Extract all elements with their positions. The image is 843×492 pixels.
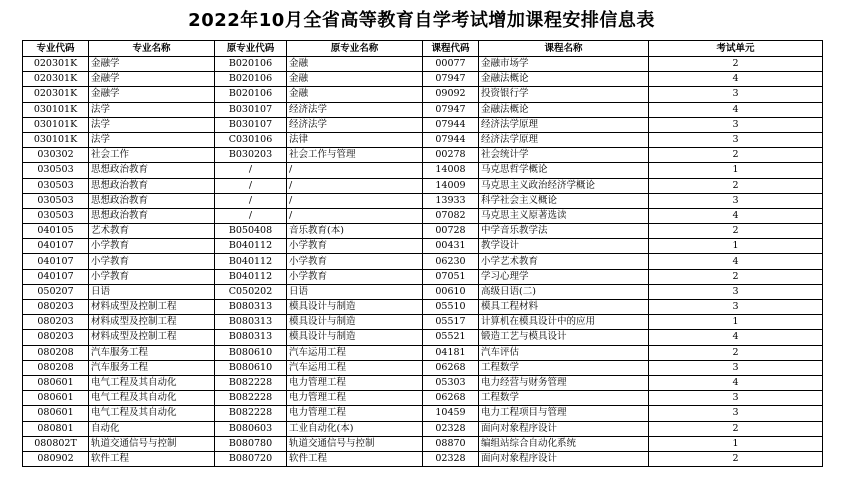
cell-exam-unit: 4 xyxy=(649,254,823,269)
cell-old-major-name: 日语 xyxy=(287,284,423,299)
cell-course-code: 06230 xyxy=(423,254,479,269)
cell-exam-unit: 1 xyxy=(649,163,823,178)
cell-old-major-code: / xyxy=(215,193,287,208)
cell-old-major-name: 电力管理工程 xyxy=(287,375,423,390)
cell-course-code: 05303 xyxy=(423,375,479,390)
cell-major-name: 材料成型及控制工程 xyxy=(89,300,215,315)
cell-old-major-name: / xyxy=(287,208,423,223)
cell-old-major-code: B020106 xyxy=(215,87,287,102)
cell-old-major-name: 模具设计与制造 xyxy=(287,330,423,345)
cell-exam-unit: 4 xyxy=(649,330,823,345)
cell-exam-unit: 3 xyxy=(649,406,823,421)
cell-major-name: 艺术教育 xyxy=(89,224,215,239)
cell-course-name: 金融市场学 xyxy=(479,57,649,72)
table-row xyxy=(23,254,823,269)
table-header-row xyxy=(23,41,823,57)
course-table xyxy=(22,40,823,467)
header-old-major-name: 原专业名称 xyxy=(287,41,423,57)
cell-major-name: 思想政治教育 xyxy=(89,193,215,208)
cell-major-name: 轨道交通信号与控制 xyxy=(89,436,215,451)
table-row xyxy=(23,360,823,375)
cell-course-name: 金融法概论 xyxy=(479,102,649,117)
cell-major-code: 080601 xyxy=(23,391,89,406)
cell-old-major-name: 模具设计与制造 xyxy=(287,300,423,315)
table-row xyxy=(23,163,823,178)
cell-exam-unit: 2 xyxy=(649,148,823,163)
header-old-major-code: 原专业代码 xyxy=(215,41,287,57)
cell-major-code: 080208 xyxy=(23,345,89,360)
cell-course-name: 学习心理学 xyxy=(479,269,649,284)
cell-major-code: 020301K xyxy=(23,72,89,87)
cell-old-major-name: 社会工作与管理 xyxy=(287,148,423,163)
cell-old-major-code: B080313 xyxy=(215,330,287,345)
cell-major-code: 080203 xyxy=(23,330,89,345)
cell-major-code: 030503 xyxy=(23,163,89,178)
cell-old-major-name: 音乐教育(本) xyxy=(287,224,423,239)
cell-exam-unit: 3 xyxy=(649,193,823,208)
cell-major-name: 软件工程 xyxy=(89,451,215,466)
cell-course-name: 模具工程材料 xyxy=(479,300,649,315)
cell-major-code: 050207 xyxy=(23,284,89,299)
cell-major-code: 040107 xyxy=(23,269,89,284)
cell-major-code: 020301K xyxy=(23,57,89,72)
cell-major-code: 030101K xyxy=(23,132,89,147)
cell-old-major-code: B030107 xyxy=(215,117,287,132)
table-row xyxy=(23,315,823,330)
cell-major-name: 小学教育 xyxy=(89,254,215,269)
cell-exam-unit: 3 xyxy=(649,132,823,147)
cell-exam-unit: 2 xyxy=(649,57,823,72)
cell-exam-unit: 4 xyxy=(649,72,823,87)
cell-major-name: 思想政治教育 xyxy=(89,163,215,178)
cell-old-major-name: 电力管理工程 xyxy=(287,391,423,406)
cell-old-major-code: B080610 xyxy=(215,360,287,375)
cell-old-major-code: B030203 xyxy=(215,148,287,163)
cell-course-code: 05521 xyxy=(423,330,479,345)
table-row xyxy=(23,208,823,223)
cell-major-name: 法学 xyxy=(89,132,215,147)
cell-major-name: 日语 xyxy=(89,284,215,299)
cell-course-code: 08870 xyxy=(423,436,479,451)
table-row xyxy=(23,224,823,239)
cell-course-name: 面向对象程序设计 xyxy=(479,421,649,436)
cell-major-code: 080203 xyxy=(23,300,89,315)
page-title: 2022年10月全省高等教育自学考试增加课程安排信息表 xyxy=(188,10,655,31)
cell-major-name: 思想政治教育 xyxy=(89,208,215,223)
cell-old-major-code: B080313 xyxy=(215,315,287,330)
cell-old-major-code: B040112 xyxy=(215,254,287,269)
cell-old-major-code: B050408 xyxy=(215,224,287,239)
cell-major-code: 040105 xyxy=(23,224,89,239)
cell-course-name: 电力经营与财务管理 xyxy=(479,375,649,390)
table-row xyxy=(23,148,823,163)
cell-major-code: 020301K xyxy=(23,87,89,102)
table-row xyxy=(23,193,823,208)
cell-course-code: 05517 xyxy=(423,315,479,330)
cell-major-name: 汽车服务工程 xyxy=(89,360,215,375)
cell-course-name: 工程数学 xyxy=(479,360,649,375)
cell-course-code: 06268 xyxy=(423,360,479,375)
cell-major-code: 030101K xyxy=(23,117,89,132)
cell-old-major-name: / xyxy=(287,178,423,193)
cell-exam-unit: 2 xyxy=(649,224,823,239)
cell-exam-unit: 3 xyxy=(649,284,823,299)
table-row xyxy=(23,239,823,254)
table-row xyxy=(23,269,823,284)
cell-exam-unit: 4 xyxy=(649,375,823,390)
cell-old-major-name: 经济法学 xyxy=(287,102,423,117)
cell-old-major-code: B030107 xyxy=(215,102,287,117)
cell-course-name: 金融法概论 xyxy=(479,72,649,87)
table-row xyxy=(23,284,823,299)
cell-course-name: 面向对象程序设计 xyxy=(479,451,649,466)
cell-major-name: 法学 xyxy=(89,117,215,132)
cell-exam-unit: 2 xyxy=(649,421,823,436)
cell-old-major-name: 软件工程 xyxy=(287,451,423,466)
cell-exam-unit: 2 xyxy=(649,178,823,193)
cell-exam-unit: 1 xyxy=(649,436,823,451)
cell-old-major-code: B080720 xyxy=(215,451,287,466)
table-row xyxy=(23,406,823,421)
cell-major-name: 电气工程及其自动化 xyxy=(89,375,215,390)
cell-course-code: 02328 xyxy=(423,421,479,436)
cell-major-name: 思想政治教育 xyxy=(89,178,215,193)
cell-course-code: 09092 xyxy=(423,87,479,102)
cell-course-name: 教学设计 xyxy=(479,239,649,254)
cell-exam-unit: 1 xyxy=(649,239,823,254)
cell-major-name: 小学教育 xyxy=(89,269,215,284)
header-major-name: 专业名称 xyxy=(89,41,215,57)
header-major-code: 专业代码 xyxy=(23,41,89,57)
cell-major-code: 030503 xyxy=(23,208,89,223)
table-body xyxy=(23,57,823,467)
cell-course-name: 锻造工艺与模具设计 xyxy=(479,330,649,345)
cell-old-major-name: 电力管理工程 xyxy=(287,406,423,421)
cell-old-major-code: B082228 xyxy=(215,406,287,421)
table-row xyxy=(23,345,823,360)
cell-major-code: 080802T xyxy=(23,436,89,451)
cell-old-major-code: B020106 xyxy=(215,57,287,72)
cell-course-code: 00610 xyxy=(423,284,479,299)
cell-course-code: 10459 xyxy=(423,406,479,421)
cell-old-major-name: 经济法学 xyxy=(287,117,423,132)
cell-course-name: 投资银行学 xyxy=(479,87,649,102)
cell-old-major-name: 金融 xyxy=(287,57,423,72)
cell-old-major-name: 小学教育 xyxy=(287,269,423,284)
cell-major-name: 金融学 xyxy=(89,87,215,102)
cell-old-major-code: B080313 xyxy=(215,300,287,315)
cell-course-code: 14009 xyxy=(423,178,479,193)
cell-exam-unit: 4 xyxy=(649,208,823,223)
cell-old-major-code: B040112 xyxy=(215,269,287,284)
cell-exam-unit: 3 xyxy=(649,300,823,315)
cell-course-code: 05510 xyxy=(423,300,479,315)
cell-old-major-name: 法律 xyxy=(287,132,423,147)
cell-major-code: 080601 xyxy=(23,375,89,390)
cell-course-code: 06268 xyxy=(423,391,479,406)
cell-old-major-name: 小学教育 xyxy=(287,254,423,269)
cell-course-code: 04181 xyxy=(423,345,479,360)
cell-major-code: 080902 xyxy=(23,451,89,466)
cell-course-name: 马克思主义原著选读 xyxy=(479,208,649,223)
header-course-code: 课程代码 xyxy=(423,41,479,57)
cell-major-code: 030503 xyxy=(23,193,89,208)
cell-exam-unit: 3 xyxy=(649,391,823,406)
table-row xyxy=(23,330,823,345)
cell-old-major-code: / xyxy=(215,163,287,178)
cell-course-code: 07947 xyxy=(423,72,479,87)
cell-course-name: 汽车评估 xyxy=(479,345,649,360)
cell-major-code: 080203 xyxy=(23,315,89,330)
table-row xyxy=(23,391,823,406)
table-row xyxy=(23,102,823,117)
table-row xyxy=(23,421,823,436)
cell-old-major-name: / xyxy=(287,193,423,208)
cell-major-code: 040107 xyxy=(23,254,89,269)
cell-old-major-name: 汽车运用工程 xyxy=(287,345,423,360)
cell-old-major-name: 模具设计与制造 xyxy=(287,315,423,330)
cell-major-code: 040107 xyxy=(23,239,89,254)
cell-major-code: 080208 xyxy=(23,360,89,375)
cell-major-code: 080801 xyxy=(23,421,89,436)
table-row xyxy=(23,72,823,87)
cell-major-code: 080601 xyxy=(23,406,89,421)
cell-major-name: 电气工程及其自动化 xyxy=(89,391,215,406)
cell-major-name: 金融学 xyxy=(89,72,215,87)
cell-exam-unit: 4 xyxy=(649,102,823,117)
cell-exam-unit: 1 xyxy=(649,315,823,330)
cell-major-name: 法学 xyxy=(89,102,215,117)
cell-course-name: 中学音乐教学法 xyxy=(479,224,649,239)
cell-old-major-code: / xyxy=(215,178,287,193)
cell-major-code: 030302 xyxy=(23,148,89,163)
cell-old-major-name: 汽车运用工程 xyxy=(287,360,423,375)
cell-old-major-code: B040112 xyxy=(215,239,287,254)
cell-course-code: 13933 xyxy=(423,193,479,208)
header-exam-unit: 考试单元 xyxy=(649,41,823,57)
cell-old-major-name: / xyxy=(287,163,423,178)
cell-course-name: 小学艺术教育 xyxy=(479,254,649,269)
table-row xyxy=(23,178,823,193)
table-row xyxy=(23,57,823,72)
cell-major-code: 030503 xyxy=(23,178,89,193)
cell-course-code: 07944 xyxy=(423,117,479,132)
cell-exam-unit: 3 xyxy=(649,87,823,102)
cell-course-name: 工程数学 xyxy=(479,391,649,406)
cell-course-name: 社会统计学 xyxy=(479,148,649,163)
cell-course-name: 马克思哲学概论 xyxy=(479,163,649,178)
table-row xyxy=(23,451,823,466)
cell-major-name: 材料成型及控制工程 xyxy=(89,315,215,330)
cell-course-name: 科学社会主义概论 xyxy=(479,193,649,208)
cell-old-major-code: C050202 xyxy=(215,284,287,299)
cell-exam-unit: 2 xyxy=(649,345,823,360)
cell-major-name: 汽车服务工程 xyxy=(89,345,215,360)
cell-course-name: 经济法学原理 xyxy=(479,117,649,132)
cell-course-code: 07944 xyxy=(423,132,479,147)
cell-old-major-name: 小学教育 xyxy=(287,239,423,254)
cell-old-major-code: / xyxy=(215,208,287,223)
cell-old-major-code: B080780 xyxy=(215,436,287,451)
cell-old-major-code: B080610 xyxy=(215,345,287,360)
cell-course-code: 14008 xyxy=(423,163,479,178)
cell-course-name: 编组站综合自动化系统 xyxy=(479,436,649,451)
cell-course-name: 马克思主义政治经济学概论 xyxy=(479,178,649,193)
cell-major-name: 材料成型及控制工程 xyxy=(89,330,215,345)
cell-old-major-code: B020106 xyxy=(215,72,287,87)
table-row xyxy=(23,375,823,390)
header-course-name: 课程名称 xyxy=(479,41,649,57)
cell-course-code: 00728 xyxy=(423,224,479,239)
cell-major-name: 金融学 xyxy=(89,57,215,72)
cell-course-code: 07947 xyxy=(423,102,479,117)
cell-major-name: 电气工程及其自动化 xyxy=(89,406,215,421)
cell-major-name: 小学教育 xyxy=(89,239,215,254)
cell-old-major-code: B080603 xyxy=(215,421,287,436)
cell-major-name: 社会工作 xyxy=(89,148,215,163)
cell-major-name: 自动化 xyxy=(89,421,215,436)
cell-course-code: 00278 xyxy=(423,148,479,163)
table-row xyxy=(23,436,823,451)
cell-old-major-name: 工业自动化(本) xyxy=(287,421,423,436)
table-row xyxy=(23,132,823,147)
cell-course-name: 高级日语(二) xyxy=(479,284,649,299)
cell-old-major-name: 金融 xyxy=(287,87,423,102)
cell-course-code: 00077 xyxy=(423,57,479,72)
cell-exam-unit: 2 xyxy=(649,451,823,466)
cell-course-name: 计算机在模具设计中的应用 xyxy=(479,315,649,330)
cell-old-major-name: 轨道交通信号与控制 xyxy=(287,436,423,451)
cell-major-code: 030101K xyxy=(23,102,89,117)
cell-old-major-name: 金融 xyxy=(287,72,423,87)
cell-course-code: 07082 xyxy=(423,208,479,223)
cell-exam-unit: 2 xyxy=(649,269,823,284)
cell-old-major-code: B082228 xyxy=(215,375,287,390)
cell-old-major-code: B082228 xyxy=(215,391,287,406)
table-row xyxy=(23,300,823,315)
cell-course-code: 07051 xyxy=(423,269,479,284)
cell-exam-unit: 3 xyxy=(649,117,823,132)
cell-course-code: 02328 xyxy=(423,451,479,466)
table-row xyxy=(23,117,823,132)
table-row xyxy=(23,87,823,102)
cell-exam-unit: 3 xyxy=(649,360,823,375)
cell-course-name: 电力工程项目与管理 xyxy=(479,406,649,421)
cell-course-name: 经济法学原理 xyxy=(479,132,649,147)
cell-old-major-code: C030106 xyxy=(215,132,287,147)
cell-course-code: 00431 xyxy=(423,239,479,254)
